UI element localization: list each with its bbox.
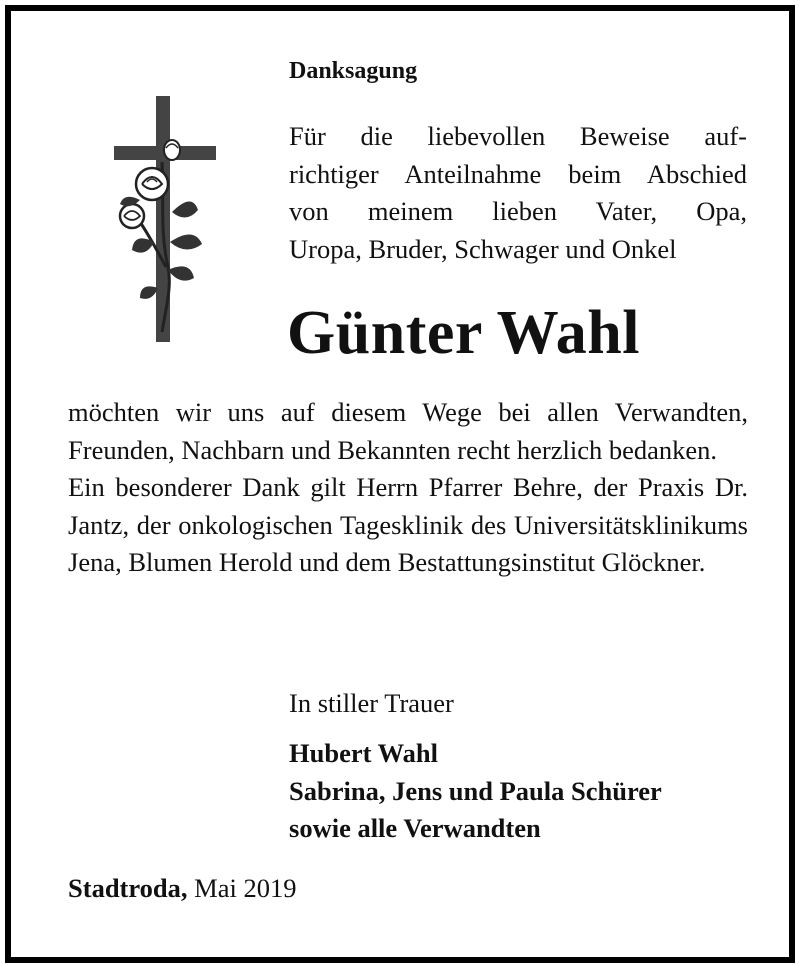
- intro-line: von meinem lieben Vater, Opa,: [289, 196, 747, 226]
- place: Stadtroda,: [68, 873, 188, 903]
- intro-line: Uropa, Bruder, Schwager und Onkel: [289, 233, 677, 264]
- cross-with-roses-icon: [110, 92, 220, 347]
- intro-text: [289, 118, 747, 268]
- heading: Danksagung: [289, 58, 418, 84]
- signers-list: [289, 735, 662, 848]
- closing-phrase: In stiller Trauer: [289, 688, 454, 718]
- deceased-name: Günter Wahl: [287, 299, 640, 367]
- signer-name: Sabrina, Jens und Paula Schürer: [289, 775, 662, 806]
- body-text: [68, 394, 748, 582]
- signer-name: sowie alle Verwandten: [289, 813, 541, 843]
- intro-line: richtiger Anteilnahme beim Abschied: [289, 158, 747, 189]
- date: Mai 2019: [194, 873, 297, 903]
- body-paragraph: Ein besonderer Dank gilt Herrn Pfarrer Behre, der Praxis Dr. Jantz, der onkologischen Tagesklinik des Universitätsklinikums Jena, Blumen Herold und dem Bestattungsinstitut Glöckner.: [68, 472, 748, 577]
- signer-name: Hubert Wahl: [289, 738, 438, 768]
- intro-line: Für die liebevollen Beweise auf-: [289, 121, 747, 151]
- body-paragraph: möchten wir uns auf diesem Wege bei allen Verwandten, Freunden, Nachbarn und Bekannten recht herzlich bedanken.: [68, 397, 748, 465]
- place-date: [68, 873, 296, 904]
